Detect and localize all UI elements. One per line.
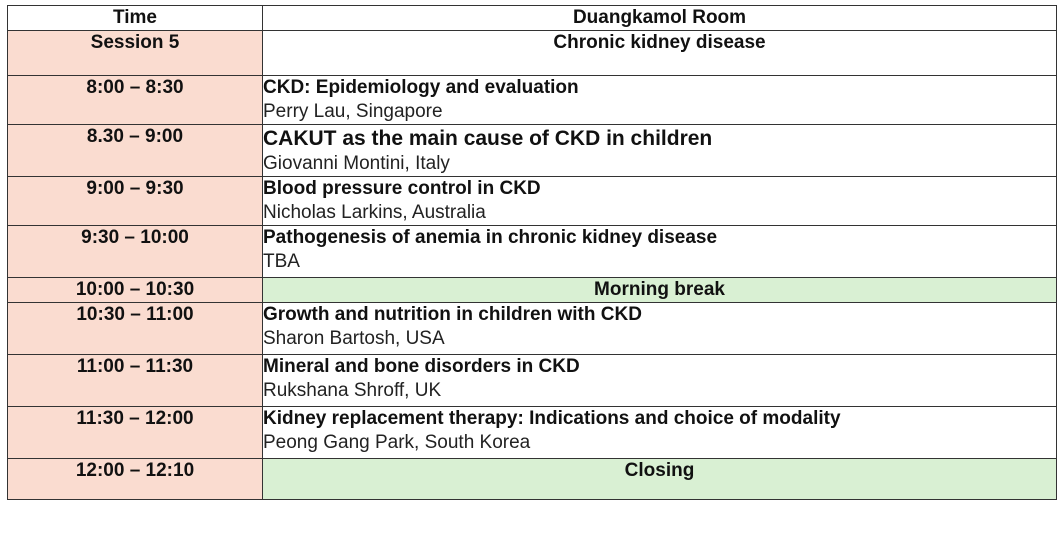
talk-title: Mineral and bone disorders in CKD: [263, 356, 580, 377]
talk-cell: [263, 177, 1057, 226]
talk-cell: [263, 303, 1057, 355]
time-cell: 8:00 – 8:30: [8, 76, 263, 125]
talk-cell: [263, 226, 1057, 278]
speaker-name: Sharon Bartosh, USA: [263, 328, 445, 349]
session-label: Session 5: [8, 31, 263, 76]
break-row: [8, 278, 1057, 303]
table-row: [8, 407, 1057, 459]
time-cell: 12:00 – 12:10: [8, 459, 263, 500]
session-title: Chronic kidney disease: [263, 31, 1057, 76]
closing-label: Closing: [263, 459, 1057, 500]
speaker-name: Giovanni Montini, Italy: [263, 153, 450, 174]
time-cell: 11:30 – 12:00: [8, 407, 263, 459]
talk-title: CKD: Epidemiology and evaluation: [263, 77, 579, 98]
time-cell: 10:00 – 10:30: [8, 278, 263, 303]
header-row: [8, 6, 1057, 31]
talk-title: Pathogenesis of anemia in chronic kidney disease: [263, 227, 718, 248]
time-header: Time: [8, 6, 263, 31]
time-cell: 9:30 – 10:00: [8, 226, 263, 278]
schedule-table: [7, 5, 1057, 500]
speaker-name: Peong Gang Park, South Korea: [263, 432, 531, 453]
talk-cell: [263, 125, 1057, 177]
table-row: [8, 355, 1057, 407]
closing-row: [8, 459, 1057, 500]
table-row: [8, 226, 1057, 278]
table-row: [8, 177, 1057, 226]
table-row: [8, 76, 1057, 125]
time-cell: 11:00 – 11:30: [8, 355, 263, 407]
talk-title: CAKUT as the main cause of CKD in children: [263, 127, 713, 150]
break-label: Morning break: [263, 278, 1057, 303]
talk-title: Growth and nutrition in children with CKD: [263, 304, 642, 325]
table-row: [8, 303, 1057, 355]
speaker-name: TBA: [263, 251, 300, 272]
talk-cell: [263, 76, 1057, 125]
time-cell: 8.30 – 9:00: [8, 125, 263, 177]
speaker-name: Nicholas Larkins, Australia: [263, 202, 486, 223]
talk-cell: [263, 355, 1057, 407]
talk-title: Kidney replacement therapy: Indications and choice of modality: [263, 408, 841, 429]
session-row: [8, 31, 1057, 76]
talk-cell: [263, 407, 1057, 459]
time-cell: 9:00 – 9:30: [8, 177, 263, 226]
room-header: Duangkamol Room: [263, 6, 1057, 31]
speaker-name: Perry Lau, Singapore: [263, 101, 443, 122]
speaker-name: Rukshana Shroff, UK: [263, 380, 442, 401]
talk-title: Blood pressure control in CKD: [263, 178, 541, 199]
time-cell: 10:30 – 11:00: [8, 303, 263, 355]
table-row: [8, 125, 1057, 177]
